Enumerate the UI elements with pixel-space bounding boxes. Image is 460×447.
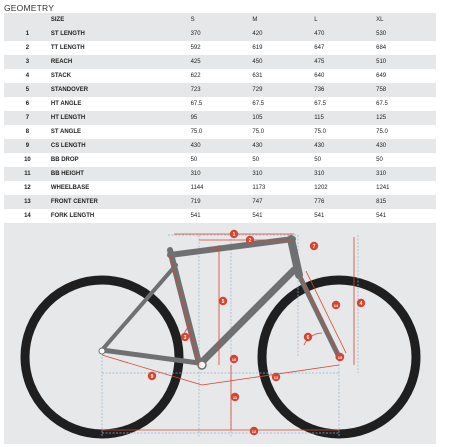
callout-number: 15: [337, 354, 343, 360]
bike-geometry-diagram: [4, 225, 436, 444]
cell-value: 370: [189, 27, 251, 41]
cell-value: 1241: [374, 181, 436, 195]
cell-value: 425: [189, 55, 251, 69]
callout-14: [332, 301, 340, 309]
cell-value: 430: [250, 139, 312, 153]
cell-value: 430: [312, 139, 374, 153]
cell-value: 67.5: [374, 97, 436, 111]
row-number: 2: [4, 41, 49, 55]
row-number: 11: [4, 167, 49, 181]
callout-2: [246, 236, 254, 244]
callout-note: 70 mm: [208, 246, 222, 251]
callout-number: 14: [333, 302, 339, 308]
column-header: M: [250, 13, 312, 27]
row-number: 4: [4, 69, 49, 83]
row-label: FRONT CENTER: [49, 195, 189, 209]
cell-value: 475: [312, 55, 374, 69]
cell-value: 758: [374, 83, 436, 97]
cell-value: 310: [189, 167, 251, 181]
callout-3: [181, 333, 189, 341]
cell-value: 1202: [312, 181, 374, 195]
table-row: [4, 167, 436, 181]
cell-value: 125: [374, 111, 436, 125]
row-number: 1: [4, 27, 49, 41]
table-row: [4, 209, 436, 223]
cell-value: 619: [250, 41, 312, 55]
cell-value: 622: [189, 69, 251, 83]
row-number: 13: [4, 195, 49, 209]
cell-value: 75.0: [312, 125, 374, 139]
callout-number: 5: [221, 298, 225, 305]
header-blank: [4, 13, 49, 27]
callout-number: 2: [248, 237, 252, 244]
cell-value: 75.0: [189, 125, 251, 139]
row-label: ST LENGTH: [49, 27, 189, 41]
cell-value: 541: [250, 209, 312, 223]
column-header: S: [189, 13, 251, 27]
callout-7: [310, 242, 318, 250]
cell-value: 592: [189, 41, 251, 55]
cell-value: 95: [189, 111, 251, 125]
row-number: 8: [4, 125, 49, 139]
cell-value: 541: [374, 209, 436, 223]
cell-value: 67.5: [312, 97, 374, 111]
callout-number: 13: [273, 374, 279, 380]
cell-value: 115: [312, 111, 374, 125]
cell-value: 105: [250, 111, 312, 125]
row-number: 5: [4, 83, 49, 97]
callout-6: [304, 333, 312, 341]
callout-13: [272, 373, 280, 381]
cell-value: 647: [312, 41, 374, 55]
callout-5: [219, 297, 227, 305]
cell-value: 510: [374, 55, 436, 69]
cell-value: 450: [250, 55, 312, 69]
bike-illustration: [4, 225, 436, 444]
cell-value: 50: [374, 153, 436, 167]
row-label: HT ANGLE: [49, 97, 189, 111]
callout-number: 1: [232, 231, 236, 238]
cell-value: 631: [250, 69, 312, 83]
cell-value: 430: [189, 139, 251, 153]
callout-12: [250, 427, 258, 435]
row-label: BB HEIGHT: [49, 167, 189, 181]
table-body: [4, 27, 436, 237]
bottom-bracket: [198, 361, 206, 369]
cell-value: 541: [189, 209, 251, 223]
row-number: 9: [4, 139, 49, 153]
table-header-row: [4, 13, 436, 27]
table-row: [4, 41, 436, 55]
table-row: [4, 69, 436, 83]
callout-1: [230, 230, 238, 238]
row-number: 14: [4, 209, 49, 223]
row-label: STACK: [49, 69, 189, 83]
table-row: [4, 181, 436, 195]
row-number: 12: [4, 181, 49, 195]
row-number: 6: [4, 97, 49, 111]
row-number: 3: [4, 55, 49, 69]
cell-value: 310: [312, 167, 374, 181]
row-label: BB DROP: [49, 153, 189, 167]
callout-10: [230, 355, 238, 363]
cell-value: 684: [374, 41, 436, 55]
cell-value: 75.0: [374, 125, 436, 139]
row-label: CS LENGTH: [49, 139, 189, 153]
row-label: STANDOVER: [49, 83, 189, 97]
cell-value: 1173: [250, 181, 312, 195]
callout-11: [231, 393, 239, 401]
callout-number: 12: [251, 428, 257, 434]
row-label: WHEELBASE: [49, 181, 189, 195]
cell-value: 1144: [189, 181, 251, 195]
callout-number: 4: [359, 300, 363, 307]
callout-15: [336, 353, 344, 361]
cell-value: 67.5: [250, 97, 312, 111]
cell-value: 719: [189, 195, 251, 209]
callout-markers: [148, 230, 365, 435]
row-label: HT LENGTH: [49, 111, 189, 125]
row-label: ST ANGLE: [49, 125, 189, 139]
table-row: [4, 27, 436, 41]
column-header: L: [312, 13, 374, 27]
callout-4: [357, 299, 365, 307]
cell-value: 310: [250, 167, 312, 181]
rear-axle: [99, 348, 105, 354]
cell-value: 430: [374, 139, 436, 153]
callout-number: 9: [150, 373, 154, 380]
cell-value: 67.5: [189, 97, 251, 111]
cell-value: 75.0: [250, 125, 312, 139]
row-label: TT LENGTH: [49, 41, 189, 55]
table-row: [4, 83, 436, 97]
row-number: 7: [4, 111, 49, 125]
cell-value: 723: [189, 83, 251, 97]
cell-value: 541: [312, 209, 374, 223]
cell-value: 50: [189, 153, 251, 167]
table-row: [4, 195, 436, 209]
page-title: GEOMETRY: [4, 3, 55, 13]
column-header: SIZE: [49, 13, 189, 27]
table-row: [4, 153, 436, 167]
cell-value: 530: [374, 27, 436, 41]
cell-value: 729: [250, 83, 312, 97]
cell-value: 420: [250, 27, 312, 41]
table-row: [4, 55, 436, 69]
cell-value: 736: [312, 83, 374, 97]
callout-9: [148, 372, 156, 380]
callout-number: 3: [183, 334, 187, 341]
cell-value: 50: [312, 153, 374, 167]
cell-value: 470: [312, 27, 374, 41]
row-number: 10: [4, 153, 49, 167]
callout-number: 11: [232, 394, 238, 400]
cell-value: 649: [374, 69, 436, 83]
table-row: [4, 125, 436, 139]
cell-value: 310: [374, 167, 436, 181]
row-label: FORK LENGTH: [49, 209, 189, 223]
cell-value: 747: [250, 195, 312, 209]
cell-value: 776: [312, 195, 374, 209]
callout-number: 10: [231, 356, 237, 362]
column-header: XL: [374, 13, 436, 27]
table-row: [4, 97, 436, 111]
cell-value: 815: [374, 195, 436, 209]
row-label: REACH: [49, 55, 189, 69]
callout-number: 6: [306, 334, 310, 341]
cell-value: 640: [312, 69, 374, 83]
table-row: [4, 139, 436, 153]
table-row: [4, 111, 436, 125]
cell-value: 50: [250, 153, 312, 167]
callout-number: 7: [312, 243, 316, 250]
geometry-table: [4, 13, 436, 237]
